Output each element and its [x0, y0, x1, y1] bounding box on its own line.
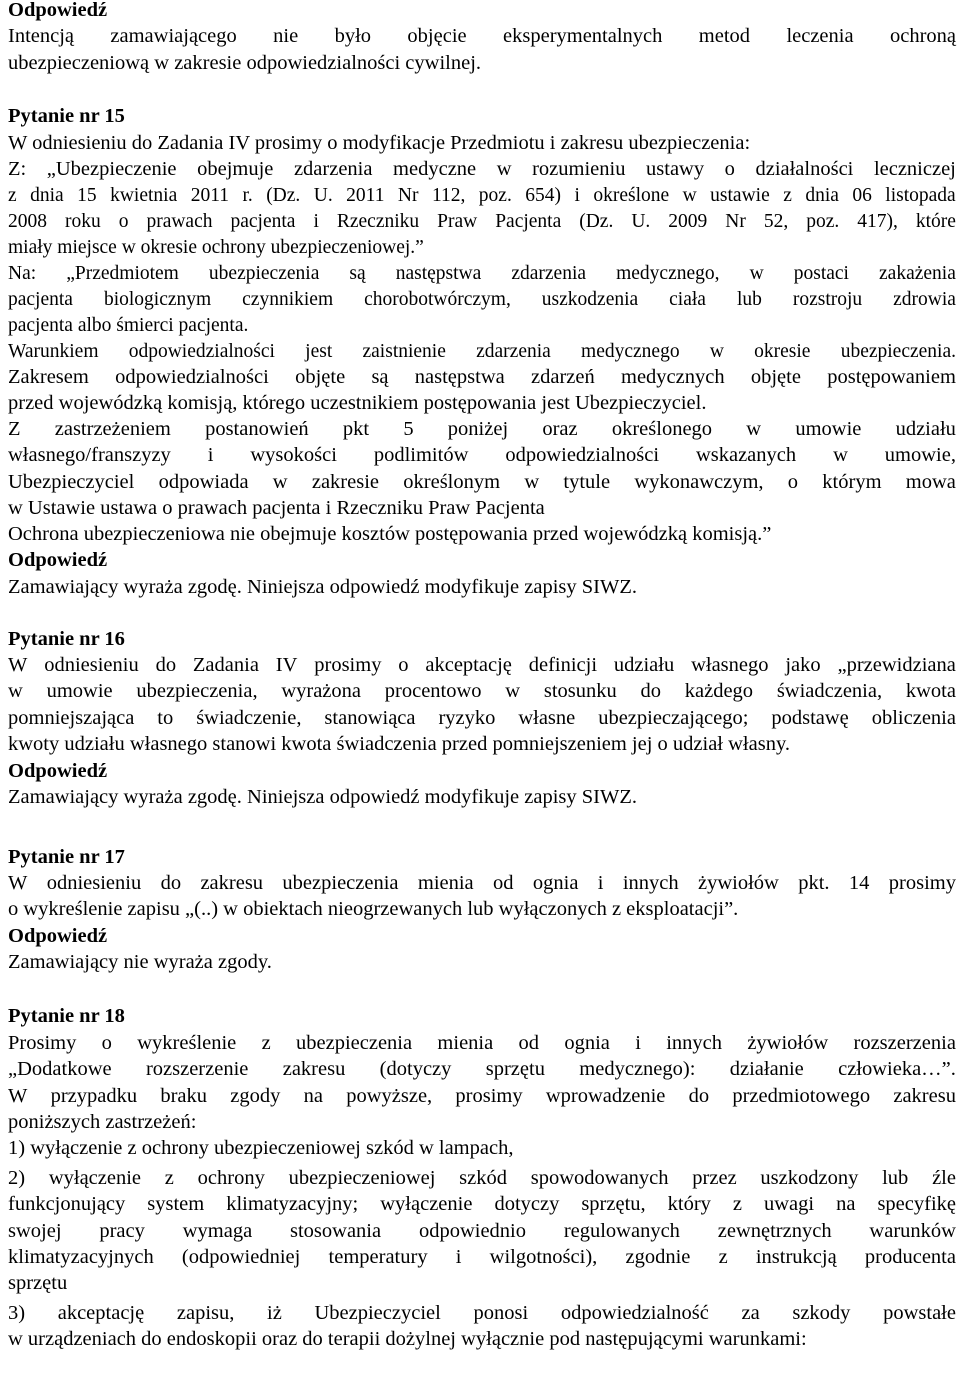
paragraph-line: w Ustawie ustawa o prawach pacjenta i Rzeczniku Praw Pacjenta	[8, 497, 545, 519]
paragraph-line: pomniejszająca to świadczenie, stanowiąca ryzyko własne ubezpieczającego; podstawę obliczenia	[8, 707, 956, 729]
question-heading: Pytanie nr 18	[8, 1005, 125, 1027]
question-heading: Pytanie nr 15	[8, 105, 125, 127]
paragraph-line: Zamawiający wyraża zgodę. Niniejsza odpowiedź modyfikuje zapisy SIWZ.	[8, 576, 638, 598]
paragraph-line: poniższych zastrzeżeń:	[8, 1111, 197, 1133]
paragraph-line: ubezpieczeniową w zakresie odpowiedzialności cywilnej.	[8, 52, 482, 74]
question-heading: Pytanie nr 17	[8, 846, 125, 868]
paragraph-line: własnego/franszyzy i wysokości podlimitów odpowiedzialności wskazanych w umowie,	[8, 444, 956, 466]
paragraph-line: sprzętu	[8, 1272, 68, 1294]
paragraph-line: Zakresem odpowiedzialności objęte są następstwa zdarzeń medycznych objęte postępowaniem	[8, 366, 956, 388]
paragraph-line: funkcjonujący system klimatyzacyjny; wyłączenie dotyczy sprzętu, który z uwagi na specyfikę	[8, 1193, 956, 1215]
paragraph-line: kwoty udziału własnego stanowi kwota świadczenia przed pomniejszeniem jej o udział własny.	[8, 733, 791, 755]
paragraph-line: z dnia 15 kwietnia 2011 r. (Dz. U. 2011 Nr 112, poz. 654) i określone w ustawie z dnia 06 listopada	[8, 185, 956, 206]
paragraph-line: miały miejsce w okresie ochrony ubezpieczeniowej.”	[8, 237, 424, 258]
list-item: 2) wyłączenie z ochrony ubezpieczeniowej szkód spowodowanych przez uszkodzony lub źle	[8, 1167, 956, 1189]
paragraph-line: W odniesieniu do zakresu ubezpieczenia mienia od ognia i innych żywiołów pkt. 14 prosimy	[8, 872, 956, 894]
list-item: 1) wyłączenie z ochrony ubezpieczeniowej szkód w lampach,	[8, 1137, 514, 1159]
paragraph-line: W odniesieniu do Zadania IV prosimy o modyfikacje Przedmiotu i zakresu ubezpieczenia:	[8, 132, 751, 154]
paragraph-line: Warunkiem odpowiedzialności jest zaistnienie zdarzenia medycznego w okresie ubezpieczenia.	[8, 341, 956, 362]
paragraph-line: Ochrona ubezpieczeniowa nie obejmuje kosztów postępowania przed wojewódzką komisją.”	[8, 523, 772, 545]
paragraph-line: Zamawiający nie wyraża zgody.	[8, 951, 272, 973]
paragraph-line: 2008 roku o prawach pacjenta i Rzeczniku Praw Pacjenta (Dz. U. 2009 Nr 52, poz. 417), które	[8, 211, 956, 232]
paragraph-line: w umowie ubezpieczenia, wyrażona procentowo w stosunku do każdego świadczenia, kwota	[8, 680, 956, 702]
list-item: 3) akceptację zapisu, iż Ubezpieczyciel ponosi odpowiedzialność za szkody powstałe	[8, 1302, 956, 1324]
paragraph-line: klimatyzacyjnych (odpowiedniej temperatury i wilgotności), zgodnie z instrukcją producenta	[8, 1246, 956, 1268]
answer-heading: Odpowiedź	[8, 925, 108, 947]
paragraph-line: W przypadku braku zgody na powyższe, prosimy wprowadzenie do przedmiotowego zakresu	[8, 1085, 956, 1107]
paragraph-line: Ubezpieczyciel odpowiada w zakresie określonym w tytule wykonawczym, o którym mowa	[8, 471, 956, 493]
paragraph-line: „Dodatkowe rozszerzenie zakresu (dotyczy sprzętu medycznego): działanie człowieka…”.	[8, 1058, 956, 1080]
paragraph-line: w urządzeniach do endoskopii oraz do terapii dożylnej wyłącznie pod następującymi warunkami:	[8, 1328, 807, 1350]
paragraph-line: W odniesieniu do Zadania IV prosimy o akceptację definicji udziału własnego jako „przewidziana	[8, 654, 956, 676]
answer-heading: Odpowiedź	[8, 0, 108, 21]
paragraph-line: pacjenta albo śmierci pacjenta.	[8, 315, 249, 336]
paragraph-line: przed wojewódzką komisją, którego uczestnikiem postępowania jest Ubezpieczyciel.	[8, 392, 707, 414]
paragraph-line: Na: „Przedmiotem ubezpieczenia są następstwa zdarzenia medycznego, w postaci zakażenia	[8, 263, 956, 284]
paragraph-line: o wykreślenie zapisu „(..) w obiektach nieogrzewanych lub wyłączonych z eksploatacji”.	[8, 898, 739, 920]
paragraph-line: pacjenta biologicznym czynnikiem chorobotwórczym, uszkodzenia ciała lub rozstroju zdrowia	[8, 289, 956, 310]
question-heading: Pytanie nr 16	[8, 628, 125, 650]
paragraph-line: swojej pracy wymaga stosowania odpowiednio regulowanych zewnętrznych warunków	[8, 1220, 956, 1242]
paragraph-line: Zamawiający wyraża zgodę. Niniejsza odpowiedź modyfikuje zapisy SIWZ.	[8, 786, 638, 808]
answer-heading: Odpowiedź	[8, 549, 108, 571]
paragraph-line: Intencją zamawiającego nie było objęcie eksperymentalnych metod leczenia ochroną	[8, 25, 956, 47]
paragraph-line: Prosimy o wykreślenie z ubezpieczenia mienia od ognia i innych żywiołów rozszerzenia	[8, 1032, 956, 1054]
answer-heading: Odpowiedź	[8, 760, 108, 782]
paragraph-line: Z zastrzeżeniem postanowień pkt 5 poniżej oraz określonego w umowie udziału	[8, 418, 956, 440]
paragraph-line: Z: „Ubezpieczenie obejmuje zdarzenia medyczne w rozumieniu ustawy o działalności leczniczej	[8, 158, 956, 180]
